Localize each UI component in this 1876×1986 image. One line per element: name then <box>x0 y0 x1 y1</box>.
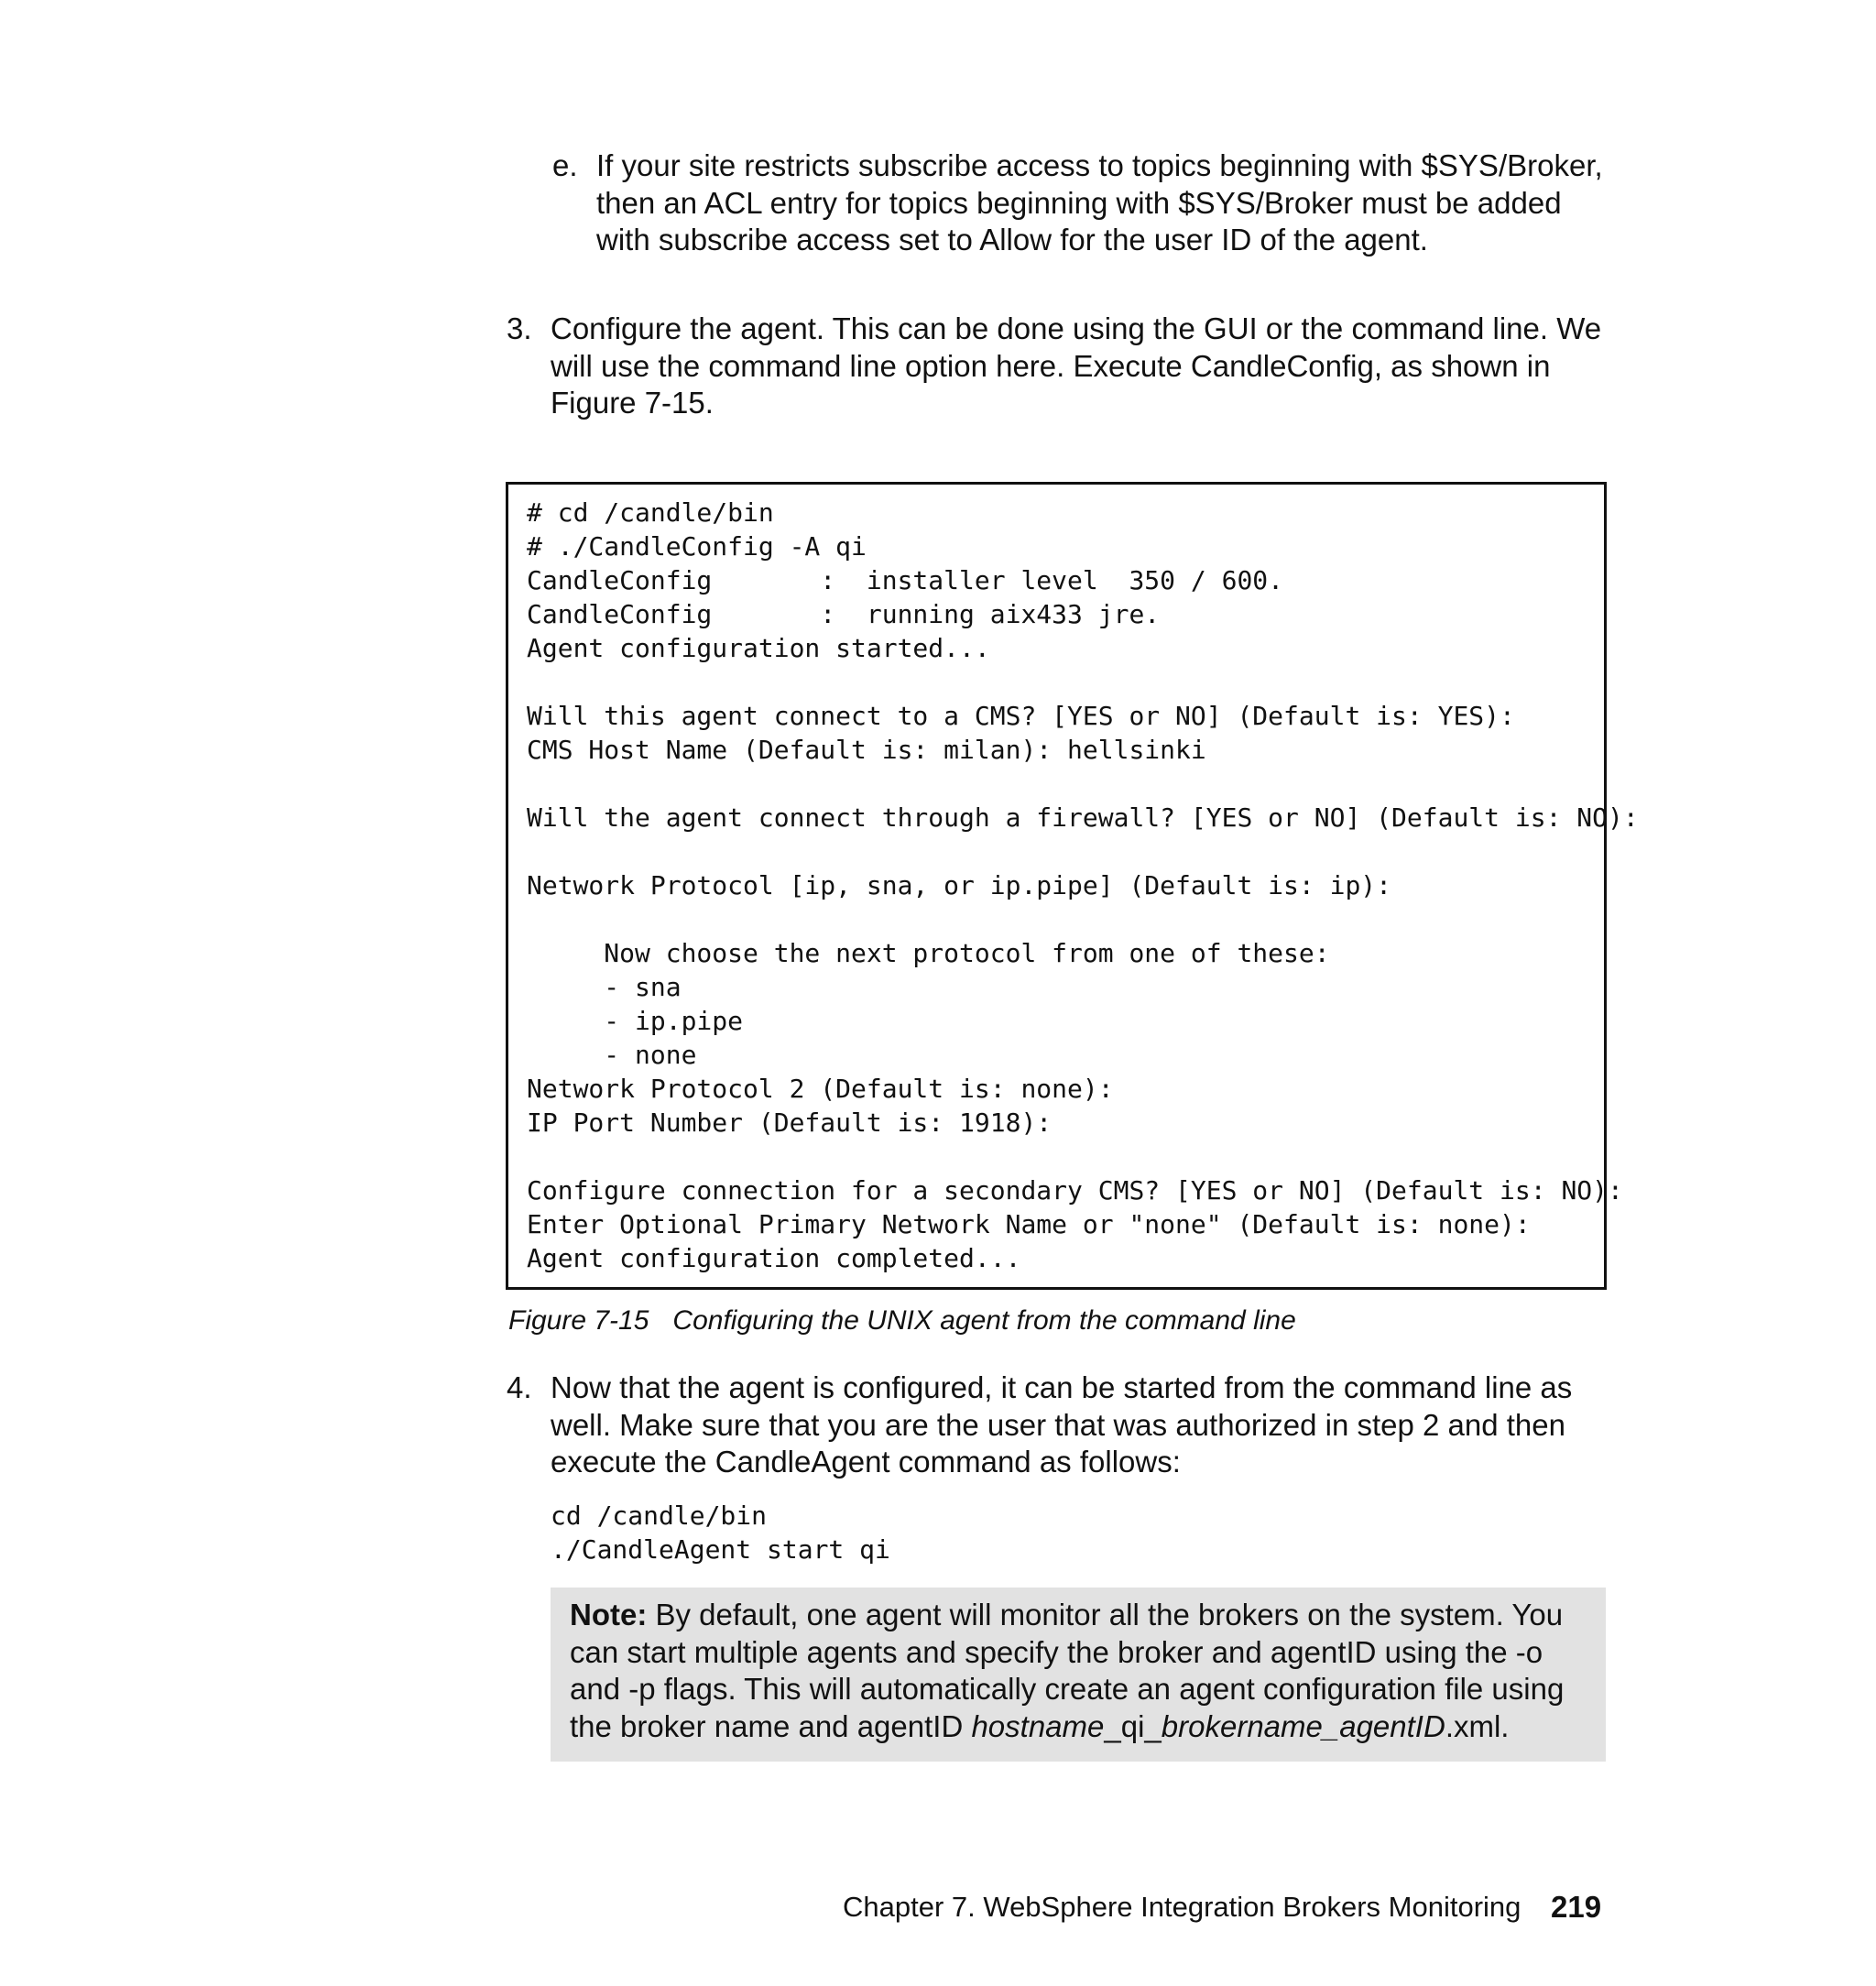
code-line: Network Protocol 2 (Default is: none): <box>527 1074 1114 1104</box>
code-line <box>527 665 1639 699</box>
code-line: - none <box>527 1040 697 1070</box>
code-line: # ./CandleConfig -A qi <box>527 531 867 562</box>
code-line: - ip.pipe <box>527 1006 744 1036</box>
code-line: Now choose the next protocol from one of these: <box>527 938 1330 968</box>
command-line: ./CandleAgent start qi <box>551 1534 890 1565</box>
code-listing-box <box>506 482 1639 1290</box>
figure-caption-text: Configuring the UNIX agent from the command line <box>672 1305 1296 1336</box>
note-file-qi: _qi_ <box>1104 1708 1162 1743</box>
code-line: Configure connection for a secondary CMS? [YES or NO] (Default is: NO): <box>527 1175 1623 1206</box>
code-line: Will this agent connect to a CMS? [YES or NO] (Default is: YES): <box>527 701 1515 731</box>
code-line: # cd /candle/bin <box>527 497 774 528</box>
code-line: CMS Host Name (Default is: milan): hellsinki <box>527 735 1206 765</box>
step-4-text: Now that the agent is configured, it can be started from the command line as well. Make sure that you are the user that was authorized in step 2 and then execute the CandleAgent command as follows: <box>551 1370 1573 1479</box>
code-line <box>527 1140 1639 1173</box>
note-file-broker-agent: brokername_agentID <box>1161 1708 1445 1743</box>
page-number: 219 <box>1551 1890 1602 1924</box>
code-line: Agent configuration completed... <box>527 1243 1021 1273</box>
step-3-text: Configure the agent. This can be done using the GUI or the command line. We will use the command line option here. Execute CandleConfig, as shown in Figure 7-15. <box>551 311 1602 420</box>
note-box <box>551 1588 1606 1762</box>
command-block <box>551 1499 890 1566</box>
code-line: CandleConfig : running aix433 jre. <box>527 599 1161 629</box>
code-line: CandleConfig : installer level 350 / 600. <box>527 565 1284 595</box>
code-listing <box>527 496 1639 1275</box>
code-line: Enter Optional Primary Network Name or "none" (Default is: none): <box>527 1209 1531 1239</box>
step-e-text: If your site restricts subscribe access to topics beginning with $SYS/Broker, then an ACL entry for topics beginning with $SYS/Broker must be added with subscribe access set to Allow for the user ID of the agent. <box>596 148 1603 256</box>
note-file-ext: .xml. <box>1445 1708 1510 1743</box>
code-line: - sna <box>527 972 682 1002</box>
code-line: Agent configuration started... <box>527 633 990 663</box>
code-line <box>527 835 1639 868</box>
step-e-marker: e. <box>552 148 578 182</box>
figure-number: Figure 7-15 <box>508 1305 649 1336</box>
note-label: Note: <box>570 1598 648 1631</box>
figure-caption <box>508 1304 1296 1337</box>
step-4-marker: 4. <box>507 1370 532 1404</box>
code-line <box>527 767 1639 801</box>
code-line: Will the agent connect through a firewall? [YES or NO] (Default is: NO): <box>527 802 1639 833</box>
code-line: Network Protocol [ip, sna, or ip.pipe] (Default is: ip): <box>527 870 1392 900</box>
command-line: cd /candle/bin <box>551 1500 768 1531</box>
step-3-marker: 3. <box>507 311 532 345</box>
note-text: By default, one agent will monitor all the brokers on the system. You can start multiple agents and specify the broker and agentID using the -o and -p flags. This will automatically create an agent configuration file using the broker name and agentID <box>570 1598 1565 1743</box>
code-line: IP Port Number (Default is: 1918): <box>527 1108 1053 1138</box>
code-line <box>527 902 1639 936</box>
footer-chapter-title: Chapter 7. WebSphere Integration Brokers Monitoring <box>843 1891 1522 1923</box>
note-file-hostname: hostname <box>971 1708 1105 1743</box>
